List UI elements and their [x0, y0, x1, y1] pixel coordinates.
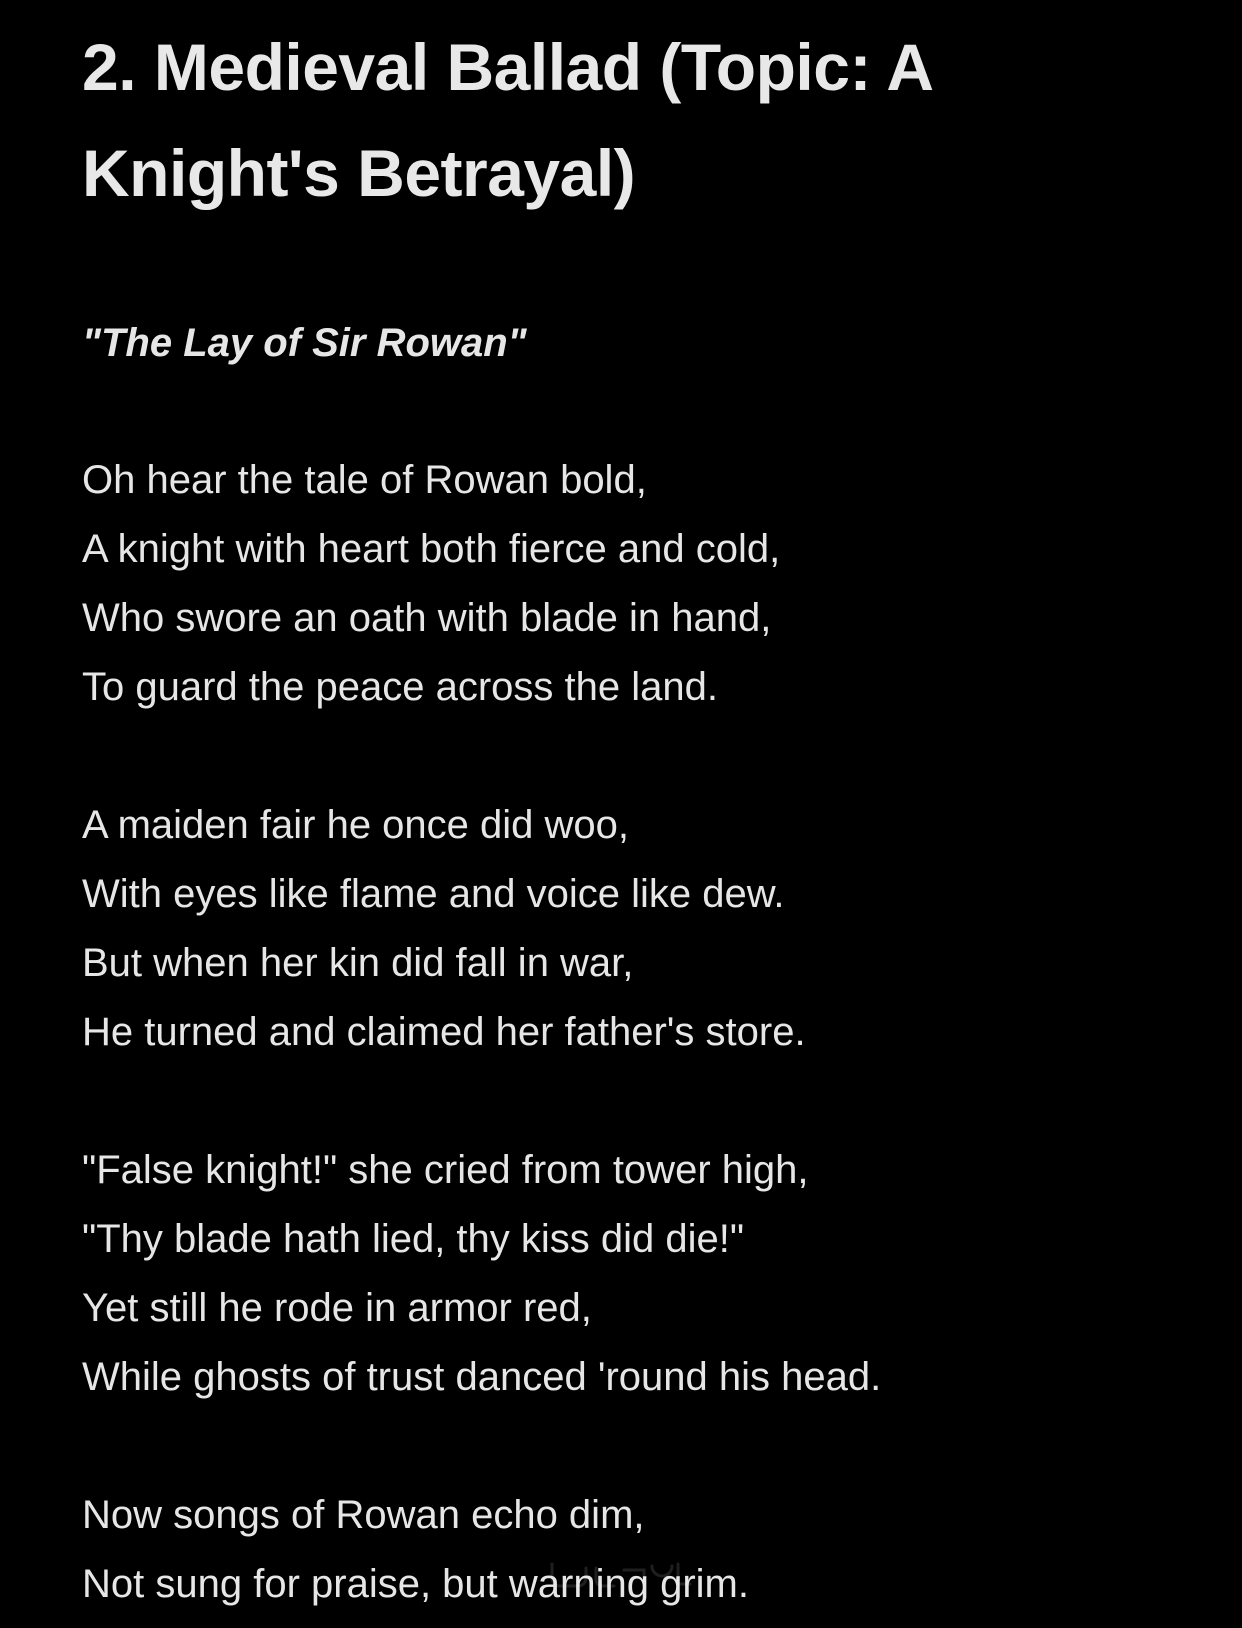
poem-line: "False knight!" she cried from tower high, — [82, 1148, 809, 1192]
faint-logo-watermark-icon — [548, 1556, 694, 1592]
poem-line: He turned and claimed her father's store. — [82, 1010, 806, 1054]
document-body — [82, 14, 1202, 1619]
poem-line: With eyes like flame and voice like dew. — [82, 872, 785, 916]
poem-line: A knight with heart both fierce and cold, — [82, 527, 781, 571]
poem-line: Yet still he rode in armor red, — [82, 1286, 592, 1330]
poem-line: But when her kin did fall in war, — [82, 941, 634, 985]
poem-line: Oh hear the tale of Rowan bold, — [82, 458, 647, 502]
poem-line: While ghosts of trust danced 'round his head. — [82, 1355, 882, 1399]
stanza-2 — [82, 791, 1202, 1067]
poem-line: Not sung for praise, but warning grim. — [82, 1562, 749, 1606]
section-heading-line-2: Knight's Betrayal) — [82, 136, 636, 210]
poem-title: "The Lay of Sir Rowan" — [82, 321, 527, 365]
poem-line: A maiden fair he once did woo, — [82, 803, 630, 847]
poem-line: Who swore an oath with blade in hand, — [82, 596, 772, 640]
stanza-4 — [82, 1481, 1202, 1619]
section-heading — [82, 14, 1202, 226]
poem-line: To guard the peace across the land. — [82, 665, 718, 709]
poem-line: "Thy blade hath lied, thy kiss did die!" — [82, 1217, 745, 1261]
section-heading-line-1: 2. Medieval Ballad (Topic: A — [82, 30, 934, 104]
stanza-1 — [82, 446, 1202, 722]
poem-line: Now songs of Rowan echo dim, — [82, 1493, 645, 1537]
stanza-3 — [82, 1136, 1202, 1412]
